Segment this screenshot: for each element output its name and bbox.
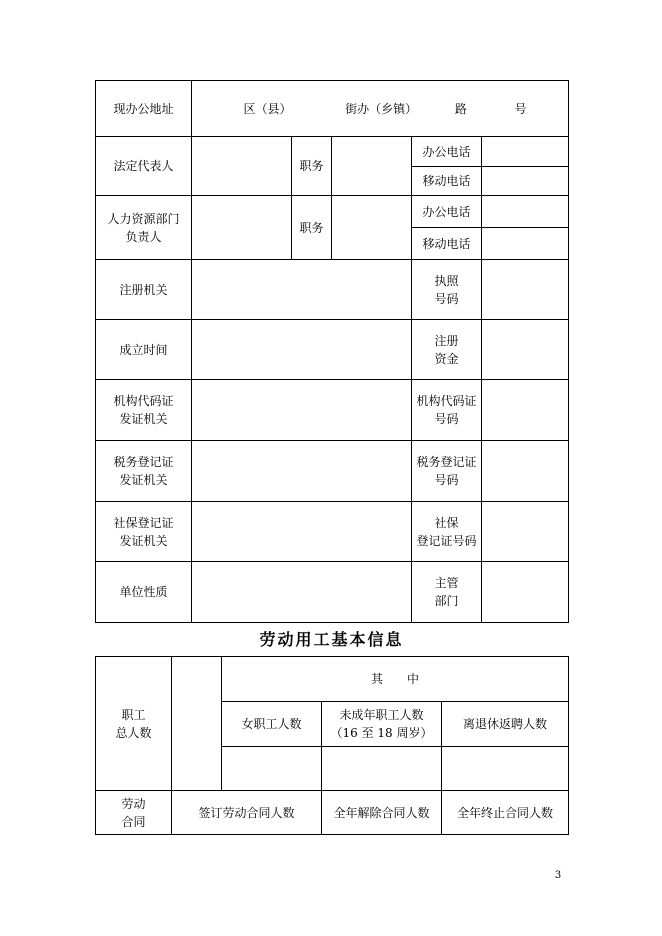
tax-issuer-label: 税务登记证 发证机关 bbox=[96, 441, 192, 502]
minor-staff-label: 未成年职工人数 （16 至 18 周岁） bbox=[322, 702, 442, 747]
address-subdistrict: 街办（乡镇） bbox=[345, 101, 418, 116]
address-label: 现办公地址 bbox=[96, 81, 192, 137]
legal-rep-office-phone-field[interactable] bbox=[482, 137, 569, 167]
tax-no-label: 税务登记证 号码 bbox=[412, 441, 482, 502]
retired-rehired-label: 离退休返聘人数 bbox=[442, 702, 569, 747]
reg-capital-label: 注册 资金 bbox=[412, 320, 482, 380]
tax-issuer-field[interactable] bbox=[192, 441, 412, 502]
address-field[interactable] bbox=[192, 81, 569, 137]
license-no-field[interactable] bbox=[482, 260, 569, 320]
address-number: 号 bbox=[514, 101, 527, 116]
legal-rep-position-label: 职务 bbox=[292, 137, 332, 196]
labor-info-table bbox=[95, 656, 569, 835]
legal-rep-position-field[interactable] bbox=[332, 137, 412, 196]
reg-authority-label: 注册机关 bbox=[96, 260, 192, 320]
hr-head-field[interactable] bbox=[192, 196, 292, 260]
terminated-contracts-label: 全年终止合同人数 bbox=[442, 791, 569, 835]
address-district: 区（县） bbox=[243, 101, 292, 116]
page-number: 3 bbox=[554, 870, 562, 881]
reg-authority-field[interactable] bbox=[192, 260, 412, 320]
social-security-issuer-field[interactable] bbox=[192, 502, 412, 562]
among-header: 其 中 bbox=[222, 657, 569, 702]
org-code-no-label: 机构代码证 号码 bbox=[412, 380, 482, 441]
section-title: 劳动用工基本信息 bbox=[259, 630, 404, 649]
hr-head-office-phone-label: 办公电话 bbox=[412, 196, 482, 228]
org-code-no-field[interactable] bbox=[482, 380, 569, 441]
established-label: 成立时间 bbox=[96, 320, 192, 380]
minor-staff-field[interactable] bbox=[322, 747, 442, 791]
hr-head-position-field[interactable] bbox=[332, 196, 412, 260]
legal-rep-mobile-field[interactable] bbox=[482, 167, 569, 196]
supervisor-label: 主管 部门 bbox=[412, 562, 482, 623]
org-code-issuer-field[interactable] bbox=[192, 380, 412, 441]
signed-contracts-label: 签订劳动合同人数 bbox=[172, 791, 322, 835]
hr-head-position-label: 职务 bbox=[292, 196, 332, 260]
social-security-no-label: 社保 登记证号码 bbox=[412, 502, 482, 562]
social-security-no-field[interactable] bbox=[482, 502, 569, 562]
license-no-label: 执照 号码 bbox=[412, 260, 482, 320]
labor-contract-label: 劳动 合同 bbox=[96, 791, 172, 835]
hr-head-office-phone-field[interactable] bbox=[482, 196, 569, 228]
established-field[interactable] bbox=[192, 320, 412, 380]
org-code-issuer-label: 机构代码证 发证机关 bbox=[96, 380, 192, 441]
dissolved-contracts-label: 全年解除合同人数 bbox=[322, 791, 442, 835]
total-staff-label: 职工 总人数 bbox=[96, 657, 172, 791]
social-security-issuer-label: 社保登记证 发证机关 bbox=[96, 502, 192, 562]
hr-head-mobile-field[interactable] bbox=[482, 228, 569, 260]
hr-head-mobile-label: 移动电话 bbox=[412, 228, 482, 260]
female-staff-label: 女职工人数 bbox=[222, 702, 322, 747]
tax-no-field[interactable] bbox=[482, 441, 569, 502]
reg-capital-field[interactable] bbox=[482, 320, 569, 380]
hr-head-label: 人力资源部门 负责人 bbox=[96, 196, 192, 260]
address-road: 路 bbox=[454, 101, 467, 116]
female-staff-field[interactable] bbox=[222, 747, 322, 791]
legal-rep-field[interactable] bbox=[192, 137, 292, 196]
retired-rehired-field[interactable] bbox=[442, 747, 569, 791]
supervisor-field[interactable] bbox=[482, 562, 569, 623]
legal-rep-mobile-label: 移动电话 bbox=[412, 167, 482, 196]
unit-nature-label: 单位性质 bbox=[96, 562, 192, 623]
enterprise-info-table bbox=[95, 80, 569, 623]
unit-nature-field[interactable] bbox=[192, 562, 412, 623]
legal-rep-label: 法定代表人 bbox=[96, 137, 192, 196]
total-staff-field[interactable] bbox=[172, 657, 222, 791]
legal-rep-office-phone-label: 办公电话 bbox=[412, 137, 482, 167]
